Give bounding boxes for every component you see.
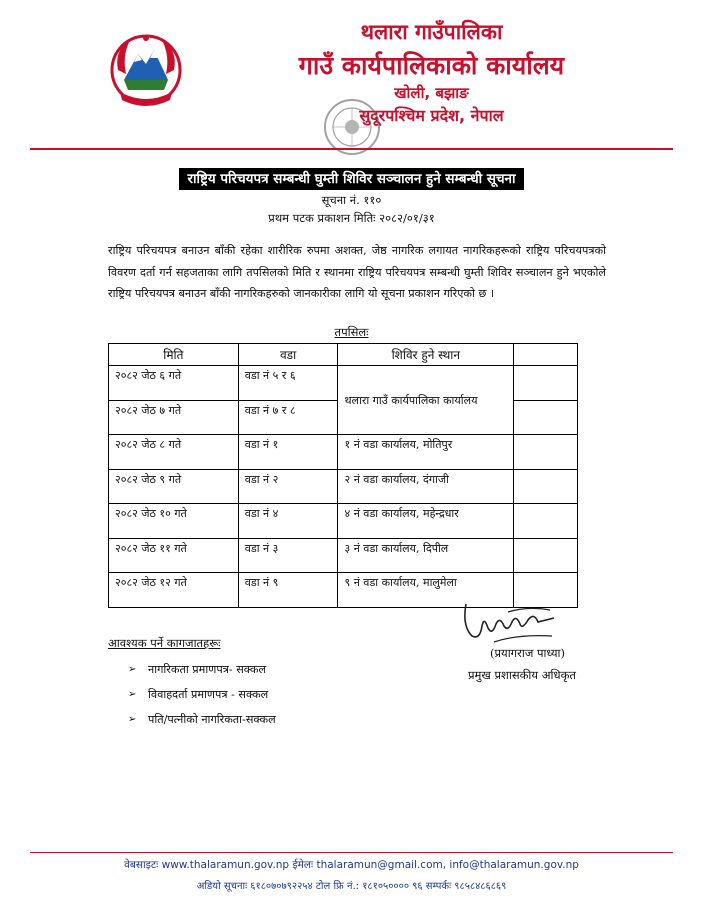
row-ward: वडा नं ७ र ८ — [238, 400, 338, 435]
row-blank — [514, 366, 578, 401]
row-place: ३ नं वडा कार्यालय, दिपील — [338, 538, 514, 573]
row-place: थलारा गाउँ कार्यपालिका कार्यालय — [338, 366, 514, 435]
table-row — [109, 435, 578, 470]
row-ward: वडा नं ५ र ६ — [238, 366, 338, 401]
publish-date: प्रथम पटक प्रकाशन मितिः २०८२/०१/३१ — [268, 211, 435, 225]
signatory-title: प्रमुख प्रशासकीय अधिकृत — [468, 668, 576, 682]
row-date: २०८२ जेठ ९ गते — [109, 469, 239, 504]
municipality-name: थलारा गाउँपालिका — [360, 20, 503, 44]
row-ward: वडा नं ४ — [238, 504, 338, 539]
arrow-bullet-icon: ➢ — [128, 714, 137, 725]
row-place: ९ नं वडा कार्यालय, मालुमेला — [338, 573, 514, 608]
notice-title: राष्ट्रिय परिचयपत्र सम्बन्धी घुम्ती शिविर सञ्चालन हुने सम्बन्धी सूचना — [0, 168, 703, 187]
header-date: मिति — [109, 344, 239, 366]
signatory-name: (प्रयागराज पाध्या) — [490, 646, 565, 660]
table-row — [109, 366, 578, 401]
row-ward: वडा नं ३ — [238, 538, 338, 573]
arrow-bullet-icon: ➢ — [128, 664, 137, 675]
row-blank — [514, 538, 578, 573]
office-name: गाउँ कार्यपालिकाको कार्यालय — [298, 51, 565, 80]
header-place: शिविर हुने स्थान — [338, 344, 514, 366]
row-ward: वडा नं २ — [238, 469, 338, 504]
header-divider — [30, 148, 673, 150]
required-documents-list — [128, 657, 276, 732]
notice-number: सूचना नं. ११० — [321, 193, 382, 207]
list-item: ➢ विवाहदर्ता प्रमाणपत्र - सक्कल — [128, 688, 269, 701]
schedule-table — [108, 343, 578, 608]
required-documents-heading: आवश्यक पर्ने कागजातहरूः — [108, 636, 221, 650]
arrow-bullet-icon: ➢ — [128, 689, 137, 700]
header-ward: वडा — [238, 344, 338, 366]
footer-contact-phone: अडियो सूचनाः ६१८०७०७९२२५४ टोल फ्रि नं.: १८१०५०००० ९६ सम्पर्कः ९८५८४८६८६९ — [196, 881, 507, 892]
row-place: १ नं वडा कार्यालय, मोतिपुर — [338, 435, 514, 470]
row-blank — [514, 400, 578, 435]
table-row — [109, 538, 578, 573]
row-date: २०८२ जेठ ८ गते — [109, 435, 239, 470]
row-blank — [514, 469, 578, 504]
footer-divider — [30, 852, 673, 853]
row-date: २०८२ जेठ १२ गते — [109, 573, 239, 608]
list-item: ➢ पति/पत्नीको नागरिकता-सक्कल — [128, 713, 276, 726]
details-heading: तपसिलः — [334, 325, 369, 339]
table-row — [109, 469, 578, 504]
row-date: २०८२ जेठ १० गते — [109, 504, 239, 539]
row-date: २०८२ जेठ ६ गते — [109, 366, 239, 401]
row-ward: वडा नं १ — [238, 435, 338, 470]
row-ward: वडा नं ९ — [238, 573, 338, 608]
header-blank — [514, 344, 578, 366]
row-date: २०८२ जेठ ११ गते — [109, 538, 239, 573]
row-place: २ नं वडा कार्यालय, दंगाजी — [338, 469, 514, 504]
list-item: ➢ नागरिकता प्रमाणपत्र- सक्कल — [128, 663, 267, 676]
office-location: खोली, बझाङ — [394, 84, 469, 102]
row-date: २०८२ जेठ ७ गते — [109, 400, 239, 435]
row-place: ४ नं वडा कार्यालय, महेन्द्रधार — [338, 504, 514, 539]
province-name: सुदूरपश्चिम प्रदेश, नेपाल — [359, 106, 504, 125]
table-row — [109, 504, 578, 539]
table-header-row — [109, 344, 578, 366]
row-blank — [514, 504, 578, 539]
row-blank — [514, 435, 578, 470]
notice-body: राष्ट्रिय परिचयपत्र बनाउन बाँकी रहेका शारीरिक रुपमा अशक्त, जेष्ठ नागरिक लगायत नागरिकहरूको राष्ट्रिय परिचयपत्रको विवरण दर्ता गर्न सहजताका लागि तपसिलको मिति र स्थानमा राष्ट्रिय परिचयपत्र सम्बन्धी घुम्ती शिविर सञ्चालन हुने भएकोले राष्ट्रिय परिचयपत्र बनाउन बाँकी नागरिकहरुको जानकारीका लागि यो सूचना प्रकाशन गरिएको छ । — [108, 244, 606, 300]
footer-contact-web: वेबसाइटः www.thalaramun.gov.np ईमेलः thalaramun@gmail.com, info@thalaramun.gov.np — [124, 859, 579, 871]
